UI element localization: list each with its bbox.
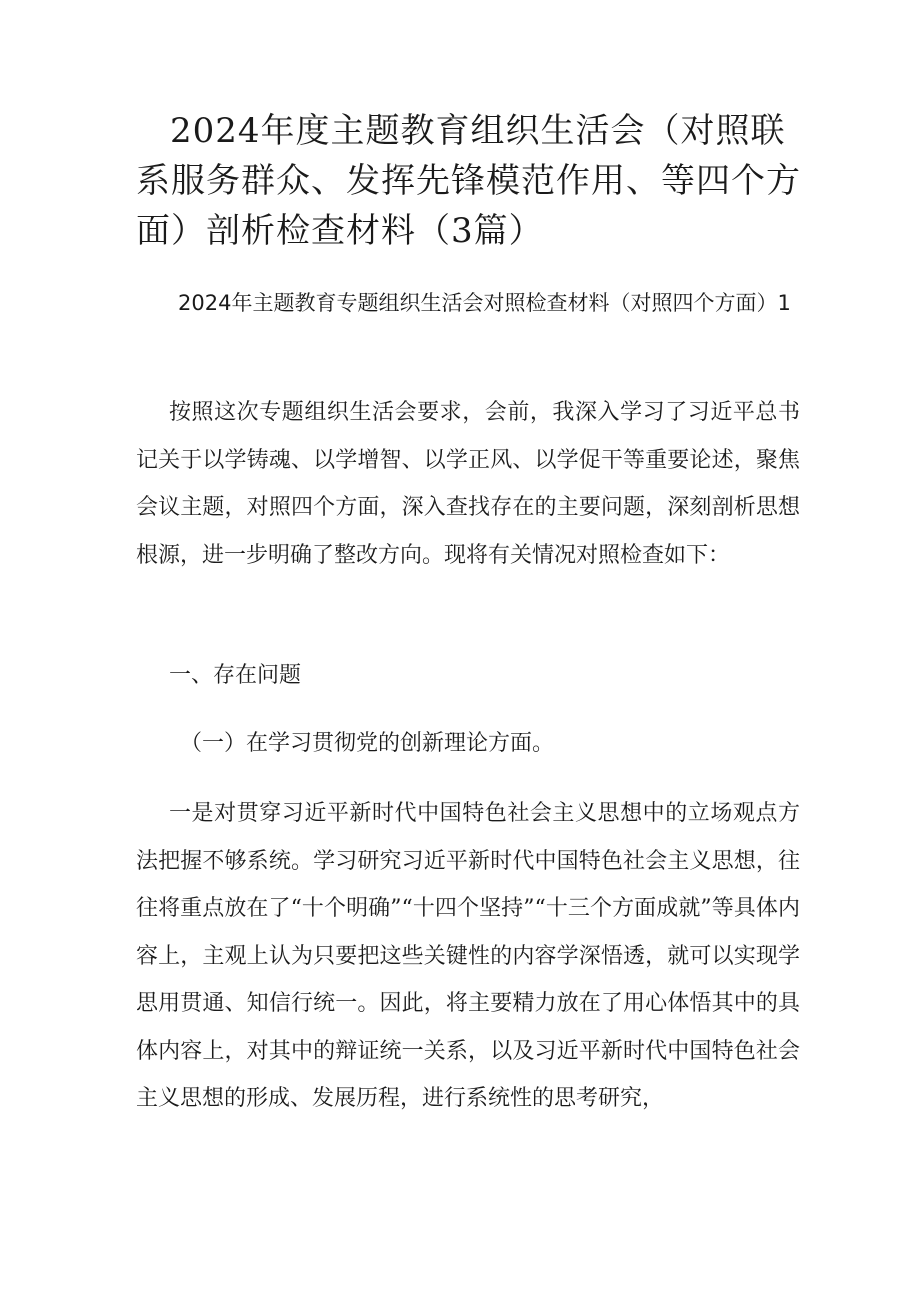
- document-subtitle: 2024年主题教育专题组织生活会对照检查材料（对照四个方面）1: [178, 291, 791, 315]
- document-title: 2024年度主题教育组织生活会（对照联系服务群众、发挥先锋模范作用、等四个方面）剖析检查材料（3篇）: [136, 111, 801, 251]
- subsection-heading: （一）在学习贯彻党的创新理论方面。: [180, 731, 555, 756]
- body-paragraph: 一是对贯穿习近平新时代中国特色社会主义思想中的立场观点方法把握不够系统。学习研究习近平新时代中国特色社会主义思想，往往将重点放在了“十个明确”“十四个坚持”“十三个方面成就”等具体内容上，主观上认为只要把这些关键性的内容学深悟透，就可以实现学思用贯通、知信行统一。因此，将主要精力放在了用心体悟其中的具体内容上，对其中的辩证统一关系，以及习近平新时代中国特色社会主义思想的形成、发展历程，进行系统性的思考研究，: [136, 801, 800, 1111]
- intro-paragraph: 按照这次专题组织生活会要求，会前，我深入学习了习近平总书记关于以学铸魂、以学增智、以学正风、以学促干等重要论述，聚焦会议主题，对照四个方面，深入查找存在的主要问题，深刻剖析思想根源，进一步明确了整改方向。现将有关情况对照检查如下：: [136, 400, 800, 568]
- section-heading: 一、存在问题: [169, 663, 302, 688]
